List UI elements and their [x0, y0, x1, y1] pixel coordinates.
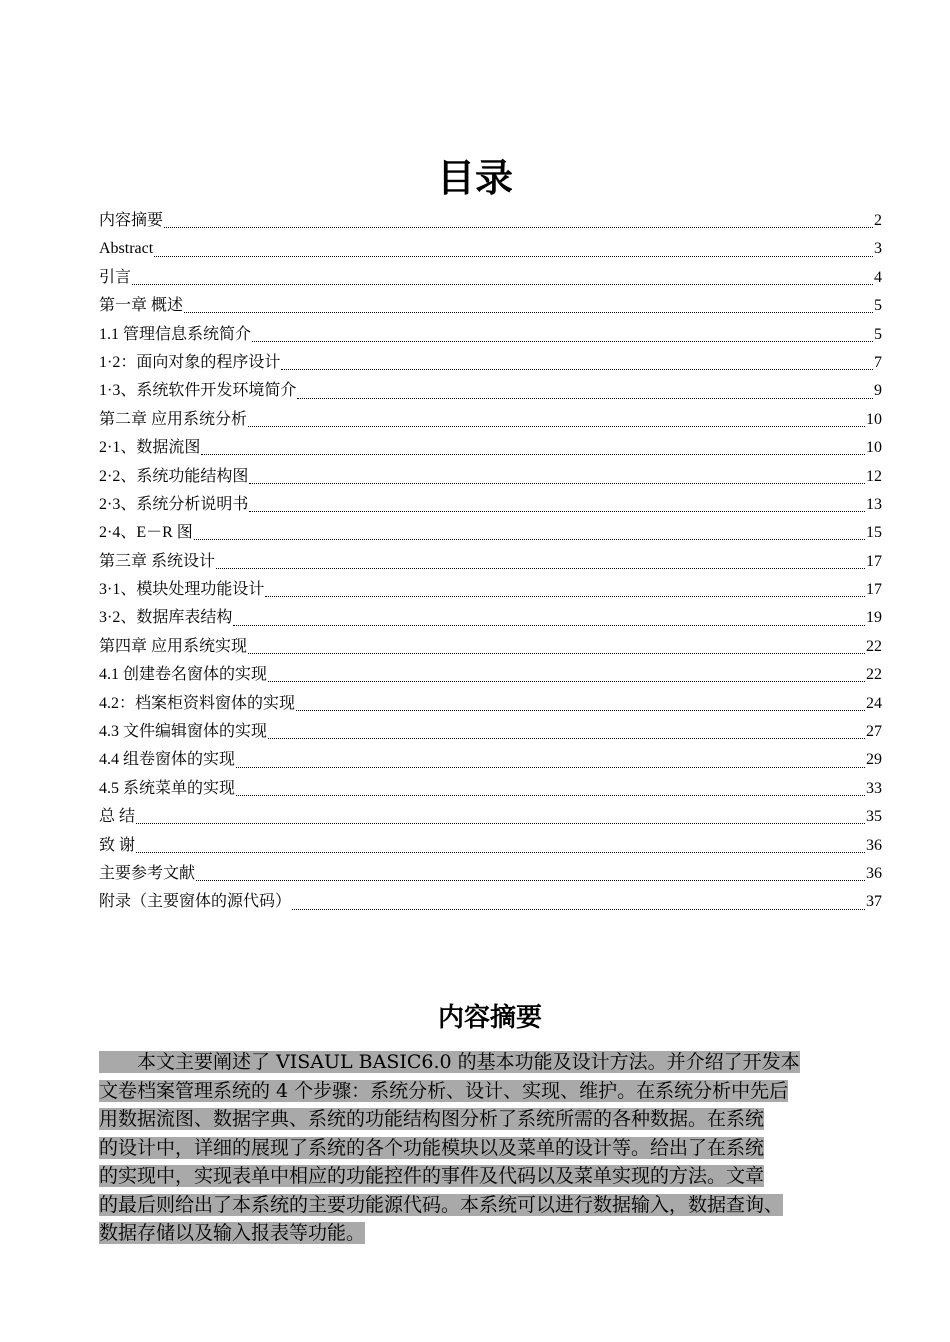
toc-entry-page: 5	[874, 325, 882, 343]
toc-entry[interactable]	[99, 661, 882, 689]
toc-entry[interactable]	[99, 576, 882, 604]
toc-dot-leader	[136, 807, 865, 827]
abstract-line	[99, 1219, 905, 1248]
toc-entry[interactable]	[99, 775, 882, 803]
toc-entry-page: 33	[866, 779, 882, 797]
toc-dot-leader	[249, 495, 865, 515]
toc-entry[interactable]	[99, 548, 882, 576]
toc-entry[interactable]	[99, 463, 882, 491]
toc-entry-label: 第四章 应用系统实现	[99, 637, 248, 655]
abstract-body	[99, 1048, 905, 1248]
highlighted-text: 本文主要阐述了 VISAUL BASIC6.0 的基本功能及设计方法。并介绍了开发本	[99, 1051, 800, 1073]
toc-entry[interactable]	[99, 321, 882, 349]
toc-entry[interactable]	[99, 292, 882, 320]
toc-entry-label: 第二章 应用系统分析	[99, 410, 248, 428]
toc-entry-label: 3·2、数据库表结构	[99, 609, 233, 627]
toc-entry-page: 24	[866, 694, 882, 712]
toc-dot-leader	[281, 353, 873, 373]
table-of-contents	[99, 207, 882, 917]
toc-dot-leader	[196, 864, 865, 884]
toc-entry-label: 2·2、系统功能结构图	[99, 467, 249, 485]
highlighted-text: 文卷档案管理系统的 4 个步骤：系统分析、设计、实现、维护。在系统分析中先后	[99, 1079, 789, 1102]
toc-entry-page: 22	[866, 637, 882, 655]
toc-dot-leader	[164, 211, 873, 231]
toc-entry-page: 37	[866, 893, 882, 911]
toc-entry-page: 7	[874, 353, 882, 371]
abstract-line	[99, 1077, 905, 1106]
toc-entry-label: 1·2：面向对象的程序设计	[99, 353, 281, 371]
toc-entry-page: 17	[866, 552, 882, 570]
toc-entry[interactable]	[99, 406, 882, 434]
toc-entry-page: 29	[866, 751, 882, 769]
toc-entry-label: 2·4、E－R 图	[99, 524, 193, 542]
toc-entry-label: 2·3、系统分析说明书	[99, 495, 249, 513]
toc-entry[interactable]	[99, 718, 882, 746]
abstract-line	[99, 1162, 905, 1191]
toc-entry-label: 4.4 组卷窗体的实现	[99, 751, 236, 769]
toc-entry-label: Abstract	[99, 240, 154, 258]
toc-dot-leader	[201, 438, 865, 458]
toc-dot-leader	[132, 268, 873, 288]
toc-dot-leader	[292, 893, 865, 913]
toc-entry[interactable]	[99, 235, 882, 263]
toc-entry-page: 10	[866, 410, 882, 428]
toc-entry-page: 15	[866, 524, 882, 542]
toc-entry-label: 附录（主要窗体的源代码）	[99, 893, 292, 911]
toc-entry-page: 10	[866, 439, 882, 457]
toc-entry-label: 2·1、数据流图	[99, 439, 201, 457]
toc-entry[interactable]	[99, 207, 882, 235]
toc-entry-label: 总 结	[99, 808, 136, 826]
toc-entry[interactable]	[99, 746, 882, 774]
highlighted-text: 的最后则给出了本系统的主要功能源代码。本系统可以进行数据输入，数据查询、	[99, 1193, 784, 1216]
toc-dot-leader	[249, 467, 865, 487]
abstract-line	[99, 1191, 905, 1220]
toc-title: 目录	[436, 156, 513, 200]
toc-dot-leader	[216, 552, 865, 572]
toc-entry-page: 17	[866, 581, 882, 599]
toc-entry[interactable]	[99, 803, 882, 831]
toc-dot-leader	[268, 722, 865, 742]
toc-entry-page: 22	[866, 666, 882, 684]
abstract-title: 内容摘要	[437, 1003, 542, 1033]
highlighted-text: 数据存储以及输入报表等功能。	[99, 1222, 366, 1244]
toc-entry[interactable]	[99, 519, 882, 547]
toc-entry-page: 35	[866, 808, 882, 826]
toc-entry-label: 4.1 创建卷名窗体的实现	[99, 666, 268, 684]
toc-dot-leader	[184, 296, 873, 316]
highlighted-text: 的实现中，实现表单中相应的功能控件的事件及代码以及菜单实现的方法。文章	[99, 1165, 765, 1187]
toc-dot-leader	[136, 836, 865, 856]
toc-dot-leader	[296, 694, 865, 714]
toc-entry[interactable]	[99, 633, 882, 661]
toc-entry-page: 27	[866, 723, 882, 741]
highlighted-text: 的设计中，详细的展现了系统的各个功能模块以及菜单的设计等。给出了在系统	[99, 1136, 765, 1159]
toc-entry[interactable]	[99, 860, 882, 888]
toc-entry-label: 主要参考文献	[99, 864, 196, 882]
toc-dot-leader	[252, 325, 873, 345]
toc-dot-leader	[236, 751, 865, 771]
toc-entry-label: 4.2：档案柜资料窗体的实现	[99, 694, 296, 712]
toc-dot-leader	[265, 580, 865, 600]
toc-dot-leader	[154, 240, 873, 260]
toc-entry[interactable]	[99, 264, 882, 292]
toc-entry-label: 1·3、系统软件开发环境简介	[99, 382, 297, 400]
toc-entry-label: 4.3 文件编辑窗体的实现	[99, 723, 268, 741]
toc-entry-page: 12	[866, 467, 882, 485]
toc-dot-leader	[297, 382, 873, 402]
toc-entry-label: 内容摘要	[99, 212, 164, 229]
toc-entry-label: 3·1、模块处理功能设计	[99, 581, 265, 599]
toc-entry-page: 4	[874, 268, 882, 286]
toc-dot-leader	[194, 523, 865, 543]
toc-entry-page: 19	[866, 609, 882, 627]
highlighted-text: 用数据流图、数据字典、系统的功能结构图分析了系统所需的各种数据。在系统	[99, 1108, 765, 1130]
toc-entry-label: 引言	[99, 268, 132, 286]
toc-entry[interactable]	[99, 377, 882, 405]
toc-entry[interactable]	[99, 491, 882, 519]
toc-dot-leader	[248, 410, 865, 430]
toc-entry-page: 3	[874, 240, 882, 258]
toc-entry-label: 1.1 管理信息系统简介	[99, 325, 252, 343]
toc-dot-leader	[248, 637, 865, 657]
toc-dot-leader	[233, 609, 865, 629]
toc-entry-page: 2	[874, 212, 882, 229]
toc-entry-label: 第三章 系统设计	[99, 552, 216, 570]
toc-entry[interactable]	[99, 888, 882, 916]
abstract-line	[99, 1048, 905, 1077]
toc-entry[interactable]	[99, 434, 882, 462]
toc-entry[interactable]	[99, 604, 882, 632]
toc-entry-page: 5	[874, 297, 882, 315]
toc-entry-label: 致 谢	[99, 836, 136, 854]
toc-entry[interactable]	[99, 832, 882, 860]
toc-entry-label: 4.5 系统菜单的实现	[99, 779, 236, 797]
toc-dot-leader	[268, 665, 865, 685]
abstract-line	[99, 1105, 905, 1134]
toc-entry-page: 36	[866, 864, 882, 882]
toc-entry-page: 9	[874, 382, 882, 400]
toc-dot-leader	[236, 779, 865, 799]
toc-entry-page: 13	[866, 495, 882, 513]
toc-entry[interactable]	[99, 690, 882, 718]
toc-entry[interactable]	[99, 349, 882, 377]
toc-entry-page: 36	[866, 836, 882, 854]
toc-entry-label: 第一章 概述	[99, 297, 184, 315]
abstract-line	[99, 1134, 905, 1163]
